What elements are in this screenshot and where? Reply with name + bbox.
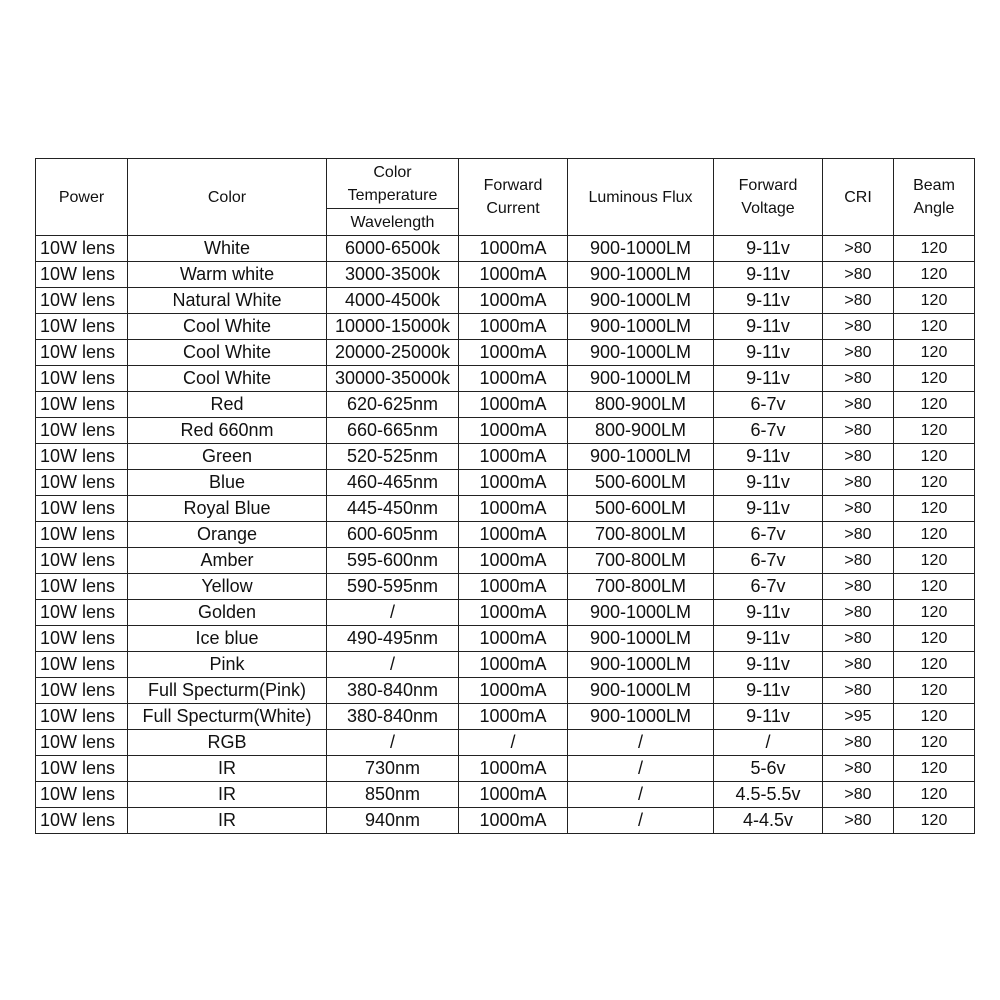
cell-forward-voltage: 9-11v [714, 470, 823, 496]
cell-power: 10W lens [36, 678, 128, 704]
cell-color: Blue [128, 470, 327, 496]
table-body [36, 236, 975, 834]
cell-color-temp-wavelength: 3000-3500k [327, 262, 459, 288]
cell-color-temp-wavelength: 4000-4500k [327, 288, 459, 314]
cell-beam-angle: 120 [894, 704, 975, 730]
cell-color-temp-wavelength: 595-600nm [327, 548, 459, 574]
cell-forward-current: 1000mA [459, 340, 568, 366]
cell-color: Full Specturm(White) [128, 704, 327, 730]
cell-forward-current: 1000mA [459, 574, 568, 600]
table-row [36, 392, 975, 418]
cell-forward-current: / [459, 730, 568, 756]
header-forward-current: Forward Current [459, 159, 568, 236]
cell-color: Cool White [128, 366, 327, 392]
cell-cri: >80 [823, 782, 894, 808]
cell-cri: >80 [823, 652, 894, 678]
cell-luminous-flux: 900-1000LM [568, 626, 714, 652]
cell-luminous-flux: 900-1000LM [568, 678, 714, 704]
cell-beam-angle: 120 [894, 262, 975, 288]
table-row [36, 496, 975, 522]
table-row [36, 808, 975, 834]
cell-color-temp-wavelength: 380-840nm [327, 704, 459, 730]
cell-luminous-flux: 900-1000LM [568, 704, 714, 730]
table-row [36, 548, 975, 574]
header-color-temperature: Color Temperature [327, 159, 459, 209]
cell-forward-voltage: / [714, 730, 823, 756]
cell-cri: >80 [823, 262, 894, 288]
cell-color: Pink [128, 652, 327, 678]
cell-forward-voltage: 9-11v [714, 626, 823, 652]
cell-color-temp-wavelength: 940nm [327, 808, 459, 834]
cell-forward-voltage: 9-11v [714, 600, 823, 626]
cell-beam-angle: 120 [894, 548, 975, 574]
cell-power: 10W lens [36, 288, 128, 314]
cell-color: Amber [128, 548, 327, 574]
cell-power: 10W lens [36, 730, 128, 756]
table-row [36, 444, 975, 470]
cell-forward-voltage: 9-11v [714, 652, 823, 678]
cell-color: Royal Blue [128, 496, 327, 522]
cell-forward-voltage: 9-11v [714, 444, 823, 470]
cell-color: Full Specturm(Pink) [128, 678, 327, 704]
cell-cri: >80 [823, 730, 894, 756]
cell-beam-angle: 120 [894, 730, 975, 756]
table-row [36, 236, 975, 262]
cell-beam-angle: 120 [894, 288, 975, 314]
cell-luminous-flux: 900-1000LM [568, 262, 714, 288]
cell-cri: >80 [823, 808, 894, 834]
cell-forward-current: 1000mA [459, 600, 568, 626]
cell-color: Warm white [128, 262, 327, 288]
cell-color-temp-wavelength: 490-495nm [327, 626, 459, 652]
cell-color: Cool White [128, 340, 327, 366]
cell-color: Red 660nm [128, 418, 327, 444]
table-row [36, 704, 975, 730]
cell-cri: >80 [823, 522, 894, 548]
cell-luminous-flux: 900-1000LM [568, 236, 714, 262]
table-row [36, 652, 975, 678]
header-beam-angle: Beam Angle [894, 159, 975, 236]
table-row [36, 730, 975, 756]
cell-color: Natural White [128, 288, 327, 314]
cell-beam-angle: 120 [894, 236, 975, 262]
cell-color-temp-wavelength: 520-525nm [327, 444, 459, 470]
cell-beam-angle: 120 [894, 626, 975, 652]
cell-cri: >80 [823, 548, 894, 574]
cell-color: Red [128, 392, 327, 418]
cell-luminous-flux: 900-1000LM [568, 366, 714, 392]
cell-color: White [128, 236, 327, 262]
cell-forward-current: 1000mA [459, 288, 568, 314]
cell-forward-voltage: 6-7v [714, 418, 823, 444]
cell-forward-current: 1000mA [459, 678, 568, 704]
cell-color-temp-wavelength: 20000-25000k [327, 340, 459, 366]
cell-luminous-flux: / [568, 730, 714, 756]
cell-power: 10W lens [36, 236, 128, 262]
cell-power: 10W lens [36, 782, 128, 808]
cell-power: 10W lens [36, 704, 128, 730]
cell-beam-angle: 120 [894, 496, 975, 522]
cell-cri: >95 [823, 704, 894, 730]
cell-cri: >80 [823, 340, 894, 366]
cell-beam-angle: 120 [894, 782, 975, 808]
header-forward-voltage: Forward Voltage [714, 159, 823, 236]
cell-forward-current: 1000mA [459, 548, 568, 574]
cell-color: Golden [128, 600, 327, 626]
cell-color: Green [128, 444, 327, 470]
cell-beam-angle: 120 [894, 522, 975, 548]
header-cri: CRI [823, 159, 894, 236]
cell-forward-current: 1000mA [459, 418, 568, 444]
table-row [36, 678, 975, 704]
cell-luminous-flux: / [568, 756, 714, 782]
header-power: Power [36, 159, 128, 236]
cell-forward-voltage: 9-11v [714, 366, 823, 392]
table-row [36, 366, 975, 392]
cell-power: 10W lens [36, 548, 128, 574]
cell-forward-current: 1000mA [459, 236, 568, 262]
cell-beam-angle: 120 [894, 574, 975, 600]
cell-luminous-flux: 500-600LM [568, 470, 714, 496]
cell-beam-angle: 120 [894, 470, 975, 496]
cell-power: 10W lens [36, 496, 128, 522]
cell-forward-current: 1000mA [459, 652, 568, 678]
cell-power: 10W lens [36, 340, 128, 366]
cell-forward-current: 1000mA [459, 808, 568, 834]
cell-forward-current: 1000mA [459, 496, 568, 522]
cell-cri: >80 [823, 678, 894, 704]
cell-luminous-flux: 900-1000LM [568, 600, 714, 626]
cell-forward-current: 1000mA [459, 314, 568, 340]
cell-color-temp-wavelength: 6000-6500k [327, 236, 459, 262]
cell-cri: >80 [823, 418, 894, 444]
cell-cri: >80 [823, 600, 894, 626]
cell-power: 10W lens [36, 600, 128, 626]
table-row [36, 600, 975, 626]
cell-color-temp-wavelength: 30000-35000k [327, 366, 459, 392]
cell-power: 10W lens [36, 262, 128, 288]
cell-color-temp-wavelength: / [327, 600, 459, 626]
cell-cri: >80 [823, 366, 894, 392]
cell-beam-angle: 120 [894, 392, 975, 418]
cell-color-temp-wavelength: / [327, 730, 459, 756]
cell-forward-voltage: 9-11v [714, 704, 823, 730]
table-row [36, 340, 975, 366]
cell-forward-voltage: 4-4.5v [714, 808, 823, 834]
cell-forward-voltage: 9-11v [714, 262, 823, 288]
cell-beam-angle: 120 [894, 808, 975, 834]
cell-luminous-flux: 500-600LM [568, 496, 714, 522]
cell-color: RGB [128, 730, 327, 756]
header-wavelength: Wavelength [327, 209, 459, 236]
table-row [36, 262, 975, 288]
cell-forward-voltage: 9-11v [714, 340, 823, 366]
cell-forward-current: 1000mA [459, 392, 568, 418]
cell-power: 10W lens [36, 808, 128, 834]
table-row [36, 470, 975, 496]
cell-cri: >80 [823, 756, 894, 782]
cell-luminous-flux: 900-1000LM [568, 288, 714, 314]
cell-luminous-flux: 700-800LM [568, 574, 714, 600]
cell-forward-voltage: 6-7v [714, 392, 823, 418]
cell-forward-current: 1000mA [459, 366, 568, 392]
cell-cri: >80 [823, 444, 894, 470]
cell-forward-current: 1000mA [459, 626, 568, 652]
cell-color: IR [128, 782, 327, 808]
cell-color: Orange [128, 522, 327, 548]
cell-color-temp-wavelength: 620-625nm [327, 392, 459, 418]
cell-luminous-flux: 900-1000LM [568, 444, 714, 470]
cell-forward-voltage: 9-11v [714, 496, 823, 522]
cell-luminous-flux: / [568, 782, 714, 808]
cell-forward-current: 1000mA [459, 262, 568, 288]
cell-color-temp-wavelength: 590-595nm [327, 574, 459, 600]
cell-color-temp-wavelength: 10000-15000k [327, 314, 459, 340]
cell-color: IR [128, 756, 327, 782]
cell-color-temp-wavelength: 850nm [327, 782, 459, 808]
cell-forward-voltage: 6-7v [714, 574, 823, 600]
cell-beam-angle: 120 [894, 418, 975, 444]
cell-power: 10W lens [36, 366, 128, 392]
cell-power: 10W lens [36, 470, 128, 496]
cell-luminous-flux: 900-1000LM [568, 652, 714, 678]
table-row [36, 626, 975, 652]
cell-color: Cool White [128, 314, 327, 340]
cell-forward-voltage: 4.5-5.5v [714, 782, 823, 808]
cell-color-temp-wavelength: 460-465nm [327, 470, 459, 496]
cell-color-temp-wavelength: 600-605nm [327, 522, 459, 548]
cell-cri: >80 [823, 574, 894, 600]
cell-forward-current: 1000mA [459, 782, 568, 808]
cell-beam-angle: 120 [894, 652, 975, 678]
cell-power: 10W lens [36, 418, 128, 444]
cell-forward-current: 1000mA [459, 522, 568, 548]
cell-power: 10W lens [36, 444, 128, 470]
header-luminous-flux: Luminous Flux [568, 159, 714, 236]
cell-color: IR [128, 808, 327, 834]
cell-power: 10W lens [36, 314, 128, 340]
cell-beam-angle: 120 [894, 678, 975, 704]
cell-color: Ice blue [128, 626, 327, 652]
cell-color: Yellow [128, 574, 327, 600]
cell-luminous-flux: 900-1000LM [568, 314, 714, 340]
cell-forward-current: 1000mA [459, 704, 568, 730]
led-spec-table [35, 158, 975, 834]
cell-beam-angle: 120 [894, 756, 975, 782]
cell-beam-angle: 120 [894, 600, 975, 626]
table-row [36, 288, 975, 314]
cell-cri: >80 [823, 314, 894, 340]
cell-power: 10W lens [36, 652, 128, 678]
header-color: Color [128, 159, 327, 236]
table-row [36, 522, 975, 548]
cell-color-temp-wavelength: 730nm [327, 756, 459, 782]
cell-forward-voltage: 9-11v [714, 288, 823, 314]
cell-forward-voltage: 5-6v [714, 756, 823, 782]
cell-power: 10W lens [36, 392, 128, 418]
cell-cri: >80 [823, 496, 894, 522]
cell-forward-current: 1000mA [459, 444, 568, 470]
cell-forward-voltage: 9-11v [714, 678, 823, 704]
cell-power: 10W lens [36, 574, 128, 600]
cell-power: 10W lens [36, 522, 128, 548]
cell-forward-voltage: 6-7v [714, 548, 823, 574]
cell-color-temp-wavelength: 380-840nm [327, 678, 459, 704]
cell-luminous-flux: 800-900LM [568, 392, 714, 418]
cell-cri: >80 [823, 470, 894, 496]
cell-color-temp-wavelength: 445-450nm [327, 496, 459, 522]
cell-beam-angle: 120 [894, 314, 975, 340]
cell-forward-voltage: 9-11v [714, 236, 823, 262]
cell-cri: >80 [823, 626, 894, 652]
cell-power: 10W lens [36, 756, 128, 782]
cell-forward-current: 1000mA [459, 756, 568, 782]
cell-luminous-flux: / [568, 808, 714, 834]
cell-forward-current: 1000mA [459, 470, 568, 496]
cell-forward-voltage: 9-11v [714, 314, 823, 340]
cell-luminous-flux: 800-900LM [568, 418, 714, 444]
cell-cri: >80 [823, 236, 894, 262]
cell-color-temp-wavelength: / [327, 652, 459, 678]
table-row [36, 574, 975, 600]
cell-power: 10W lens [36, 626, 128, 652]
table-row [36, 756, 975, 782]
cell-color-temp-wavelength: 660-665nm [327, 418, 459, 444]
table-row [36, 418, 975, 444]
cell-cri: >80 [823, 288, 894, 314]
cell-beam-angle: 120 [894, 366, 975, 392]
cell-luminous-flux: 900-1000LM [568, 340, 714, 366]
cell-cri: >80 [823, 392, 894, 418]
cell-luminous-flux: 700-800LM [568, 522, 714, 548]
cell-luminous-flux: 700-800LM [568, 548, 714, 574]
table-row [36, 782, 975, 808]
cell-beam-angle: 120 [894, 340, 975, 366]
table-row [36, 314, 975, 340]
cell-forward-voltage: 6-7v [714, 522, 823, 548]
cell-beam-angle: 120 [894, 444, 975, 470]
